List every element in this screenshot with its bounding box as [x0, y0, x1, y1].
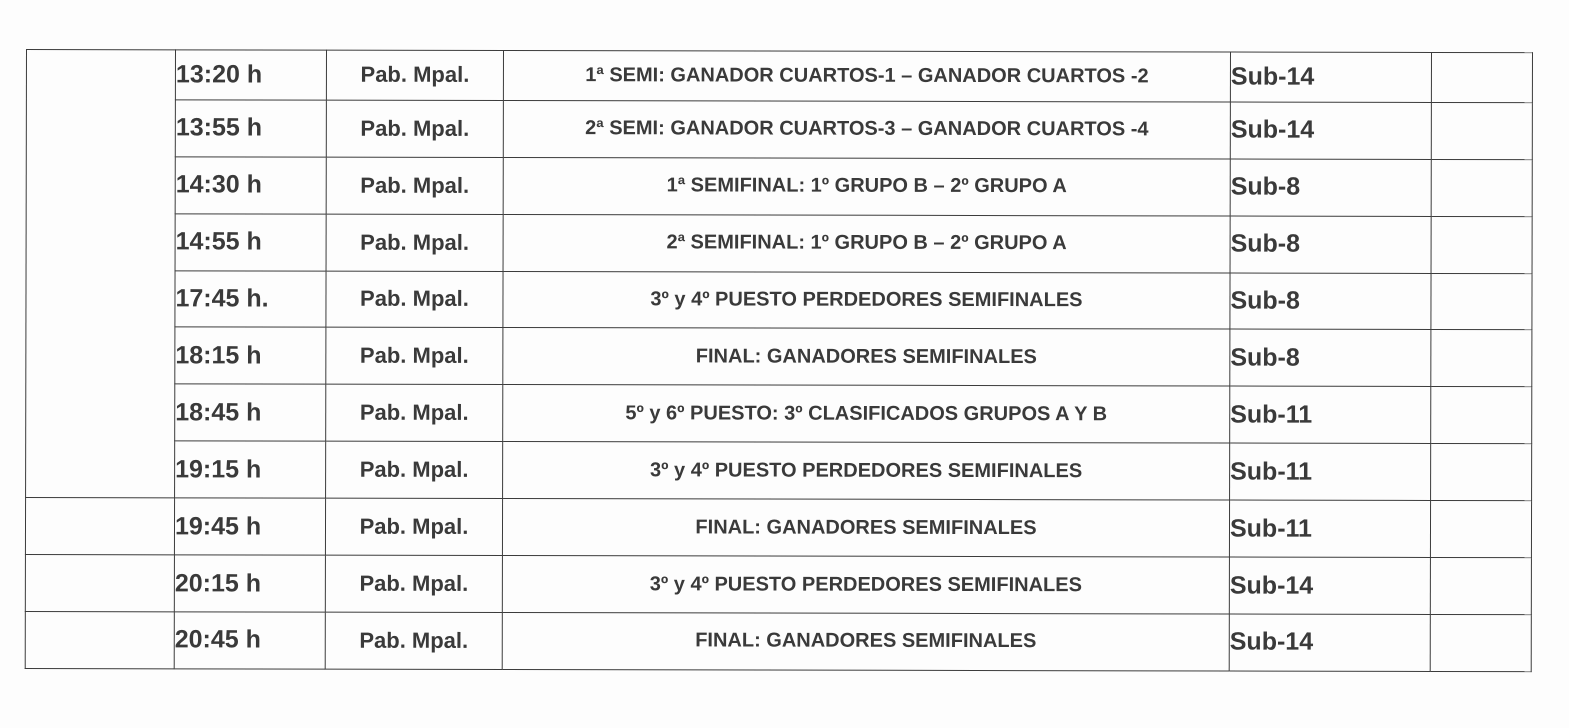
- time-cell: 14:30 h: [175, 157, 326, 214]
- venue-cell: Pab. Mpal.: [326, 328, 503, 385]
- table-row: [25, 611, 1531, 671]
- table-row: [26, 270, 1532, 330]
- category-cell: Sub-8: [1230, 159, 1431, 216]
- table-row: [25, 498, 1531, 558]
- blank-right-cell: [1431, 102, 1532, 159]
- blank-right-cell: [1431, 52, 1532, 102]
- match-cell: 3º y 4º PUESTO PERDEDORES SEMIFINALES: [502, 556, 1229, 614]
- category-cell: Sub-8: [1230, 273, 1431, 330]
- time-cell: 18:15 h: [175, 327, 326, 384]
- blank-left-cell: [25, 555, 174, 612]
- time-cell: 17:45 h.: [175, 270, 326, 327]
- match-cell: 5º y 6º PUESTO: 3º CLASIFICADOS GRUPOS A Y B: [503, 385, 1230, 443]
- blank-right-cell: [1431, 444, 1532, 501]
- category-cell: Sub-8: [1230, 216, 1431, 273]
- category-cell: Sub-8: [1230, 329, 1431, 386]
- match-cell: FINAL: GANADORES SEMIFINALES: [503, 328, 1230, 386]
- venue-cell: Pab. Mpal.: [326, 50, 503, 100]
- time-cell: 14:55 h: [175, 213, 326, 270]
- match-cell: 2ª SEMIFINAL: 1º GRUPO B – 2º GRUPO A: [503, 214, 1230, 272]
- table-row: [26, 384, 1532, 444]
- match-cell: FINAL: GANADORES SEMIFINALES: [502, 612, 1229, 671]
- venue-cell: Pab. Mpal.: [326, 384, 503, 441]
- table-row: [26, 50, 1532, 103]
- blank-right-cell: [1431, 216, 1532, 273]
- match-cell: 1ª SEMI: GANADOR CUARTOS-1 – GANADOR CUARTOS -2: [503, 51, 1230, 102]
- category-cell: Sub-14: [1229, 557, 1430, 614]
- blank-right-cell: [1430, 614, 1531, 671]
- match-cell: FINAL: GANADORES SEMIFINALES: [502, 499, 1229, 557]
- venue-cell: Pab. Mpal.: [326, 441, 503, 498]
- blank-left-cell: [25, 611, 174, 668]
- category-cell: Sub-11: [1229, 500, 1430, 557]
- blank-left-cell: [25, 498, 174, 555]
- table-row: [25, 555, 1531, 615]
- venue-cell: Pab. Mpal.: [326, 271, 503, 328]
- match-schedule-table: [25, 49, 1533, 672]
- blank-right-cell: [1431, 273, 1532, 330]
- table-row: [26, 327, 1532, 387]
- venue-cell: Pab. Mpal.: [326, 100, 503, 157]
- time-cell: 19:15 h: [175, 441, 326, 498]
- time-cell: 20:45 h: [174, 612, 325, 669]
- match-cell: 3º y 4º PUESTO PERDEDORES SEMIFINALES: [503, 442, 1230, 500]
- match-cell: 1ª SEMIFINAL: 1º GRUPO B – 2º GRUPO A: [503, 157, 1230, 215]
- venue-cell: Pab. Mpal.: [325, 498, 502, 555]
- venue-cell: Pab. Mpal.: [326, 214, 503, 271]
- table-row: [26, 213, 1532, 273]
- time-cell: 13:20 h: [175, 50, 326, 100]
- category-cell: Sub-14: [1230, 102, 1431, 159]
- time-cell: 18:45 h: [175, 384, 326, 441]
- blank-right-cell: [1431, 330, 1532, 387]
- blank-right-cell: [1431, 387, 1532, 444]
- category-cell: Sub-14: [1230, 52, 1431, 102]
- time-cell: 19:45 h: [174, 498, 325, 555]
- blank-right-cell: [1431, 159, 1532, 216]
- blank-right-cell: [1430, 501, 1531, 558]
- match-cell: 2ª SEMI: GANADOR CUARTOS-3 – GANADOR CUARTOS -4: [503, 100, 1230, 158]
- table-row: [26, 441, 1532, 501]
- category-cell: Sub-14: [1229, 614, 1430, 671]
- category-cell: Sub-11: [1230, 386, 1431, 443]
- blank-left-cell: [26, 50, 176, 498]
- match-cell: 3º y 4º PUESTO PERDEDORES SEMIFINALES: [503, 271, 1230, 329]
- time-cell: 13:55 h: [175, 100, 326, 157]
- venue-cell: Pab. Mpal.: [325, 612, 502, 669]
- time-cell: 20:15 h: [174, 555, 325, 612]
- table-row: [26, 156, 1532, 216]
- table-row: [26, 99, 1532, 159]
- venue-cell: Pab. Mpal.: [326, 157, 503, 214]
- venue-cell: Pab. Mpal.: [325, 555, 502, 612]
- blank-right-cell: [1430, 557, 1531, 614]
- category-cell: Sub-11: [1230, 443, 1431, 500]
